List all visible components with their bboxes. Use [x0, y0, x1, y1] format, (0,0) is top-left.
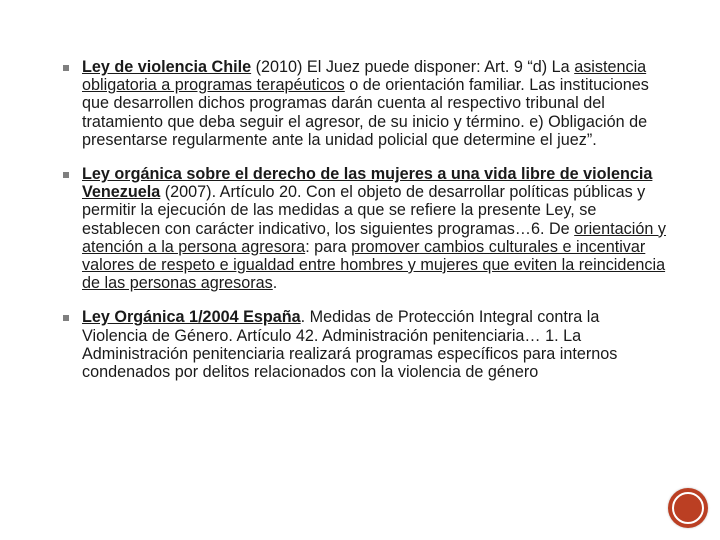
law-title-venezuela: Ley orgánica sobre el derecho de las mujeres a una vida libre de violencia Venezuela: [82, 165, 653, 202]
square-bullet-icon: [63, 65, 69, 71]
square-bullet-icon: [63, 315, 69, 321]
bullet-text: (2007). Artículo 20. Con el objeto de desarrollar políticas públicas y permitir la ejecución de las medidas a que se refiere la presente Ley, se establecen con carácter indicativo, los siguientes programas…6. De: [82, 183, 646, 238]
bullet-item-venezuela: [62, 165, 668, 292]
law-title-espana: Ley Orgánica 1/2004 España: [82, 308, 301, 327]
bullet-text: : para: [305, 237, 352, 256]
underlined-phrase: promover cambios culturales e incentivar valores de respeto e igualdad entre hombres y mujeres que eviten la reincidencia de las personas agresoras: [82, 237, 666, 293]
circle-logo-icon: [668, 488, 708, 528]
bullet-item-chile: [62, 58, 668, 149]
square-bullet-icon: [63, 172, 69, 178]
bullet-text: .: [272, 274, 278, 293]
law-title-chile: Ley de violencia Chile: [82, 58, 252, 76]
bullet-text: . Medidas de Protección Integral contra la Violencia de Género. Artículo 42. Administración penitenciaria… 1. La Administración penitenciaria realizará programas específicos para internos condenados por delitos relacionados con la violencia de género: [82, 308, 618, 382]
bullet-text: (2010) El Juez puede disponer: Art. 9 “d) La: [251, 58, 575, 76]
bullet-text: o de orientación familiar. Las instituciones que desarrollen dichos programas darán cuenta al respectivo tribunal del tratamiento que deba seguir el agresor, de su inicio y término. e) Obligación de presentarse regularmente ante la unidad policial que determine el juez”.: [82, 76, 649, 149]
slide-content: [62, 58, 668, 397]
bullet-item-espana: [62, 308, 668, 381]
underlined-phrase: orientación y atención a la persona agresora: [82, 219, 666, 256]
underlined-phrase: asistencia obligatoria a programas terapéuticos: [82, 58, 647, 95]
